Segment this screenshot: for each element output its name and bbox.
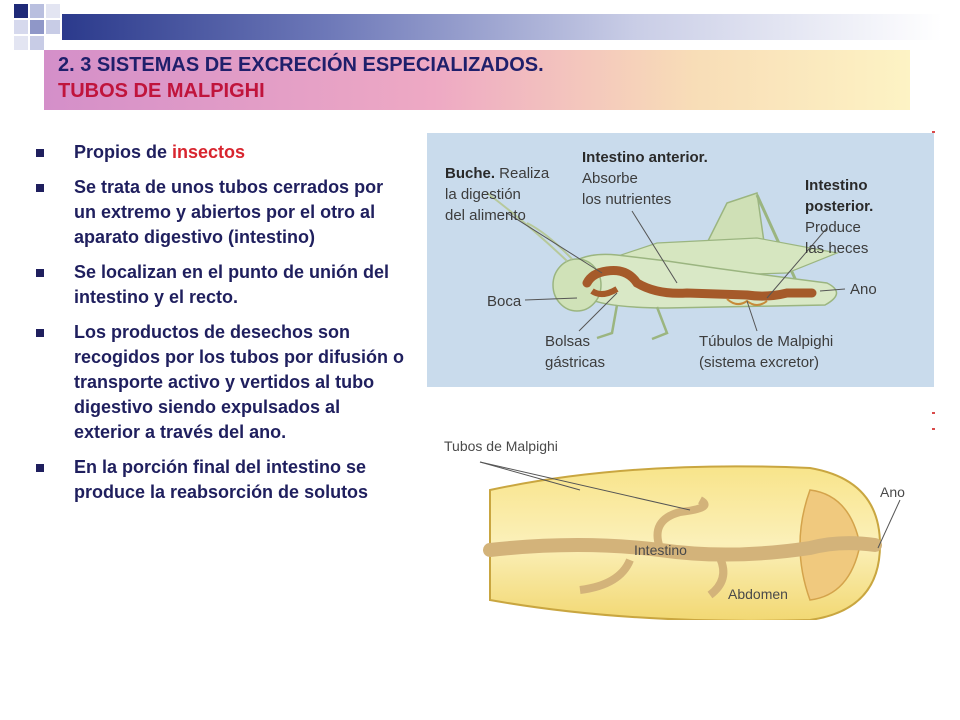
abdomen-figure bbox=[430, 420, 934, 620]
label-buche: Buche. Realiza la digestión del alimento bbox=[445, 165, 550, 224]
corner-square-7 bbox=[14, 36, 28, 50]
header-gradient-bar bbox=[62, 14, 942, 40]
bullet-square-icon bbox=[36, 464, 44, 472]
label-bolsas-gastricas: Bolsas gástricas bbox=[545, 333, 606, 371]
label-ano: Ano bbox=[850, 281, 877, 298]
bullet-square-icon bbox=[36, 149, 44, 157]
bullet-highlight: insectos bbox=[172, 142, 246, 162]
bullet-square-icon bbox=[36, 184, 44, 192]
title-line-1: 2. 3 SISTEMAS DE EXCRECIÓN ESPECIALIZADOS. bbox=[58, 54, 544, 76]
label-intestino: Intestino bbox=[634, 542, 687, 558]
label-tubos-malpighi: Tubos de Malpighi bbox=[444, 438, 558, 454]
bullet-square-icon bbox=[36, 329, 44, 337]
corner-square-6 bbox=[46, 4, 60, 18]
bullet-list bbox=[34, 140, 406, 515]
label-boca: Boca bbox=[487, 293, 522, 310]
corner-square-5 bbox=[30, 20, 44, 34]
title-line-2: TUBOS DE MALPIGHI bbox=[58, 80, 265, 102]
grasshopper-figure bbox=[427, 133, 934, 387]
bullet-item bbox=[34, 175, 406, 250]
bullet-item bbox=[34, 455, 406, 505]
corner-square-3 bbox=[46, 20, 60, 34]
label-tubulos-malpighi: Túbulos de Malpighi (sistema excretor) bbox=[699, 333, 834, 371]
label-abdomen: Abdomen bbox=[728, 586, 788, 602]
label-intestino-posterior: Intestino posterior. Produce las heces bbox=[805, 177, 874, 257]
label-intestino-anterior: Intestino anterior. Absorbe los nutrientes bbox=[582, 149, 708, 208]
slide-title bbox=[44, 50, 910, 110]
bullet-square-icon bbox=[36, 269, 44, 277]
corner-square-4 bbox=[14, 20, 28, 34]
corner-square-1 bbox=[14, 4, 28, 18]
bullet-text: Se localizan en el punto de unión del intestino y el recto. bbox=[74, 262, 390, 307]
corner-square-8 bbox=[30, 36, 44, 50]
edge-mark bbox=[932, 412, 935, 414]
bullet-item bbox=[34, 260, 406, 310]
bullet-text: Los productos de desechos son recogidos por los tubos por difusión o transporte activo y vertidos al tubo digestivo siendo expulsados al exterior a través del ano. bbox=[74, 322, 404, 442]
bullet-text: Propios de bbox=[74, 142, 173, 162]
edge-mark bbox=[932, 131, 935, 133]
bullet-text: Se trata de unos tubos cerrados por un extremo y abiertos por el otro al aparato digestivo (intestino) bbox=[74, 177, 384, 247]
bullet-text: En la porción final del intestino se produce la reabsorción de solutos bbox=[74, 457, 369, 502]
corner-square-2 bbox=[30, 4, 44, 18]
label-ano: Ano bbox=[880, 484, 905, 500]
bullet-item bbox=[34, 320, 406, 445]
bullet-item bbox=[34, 140, 406, 165]
